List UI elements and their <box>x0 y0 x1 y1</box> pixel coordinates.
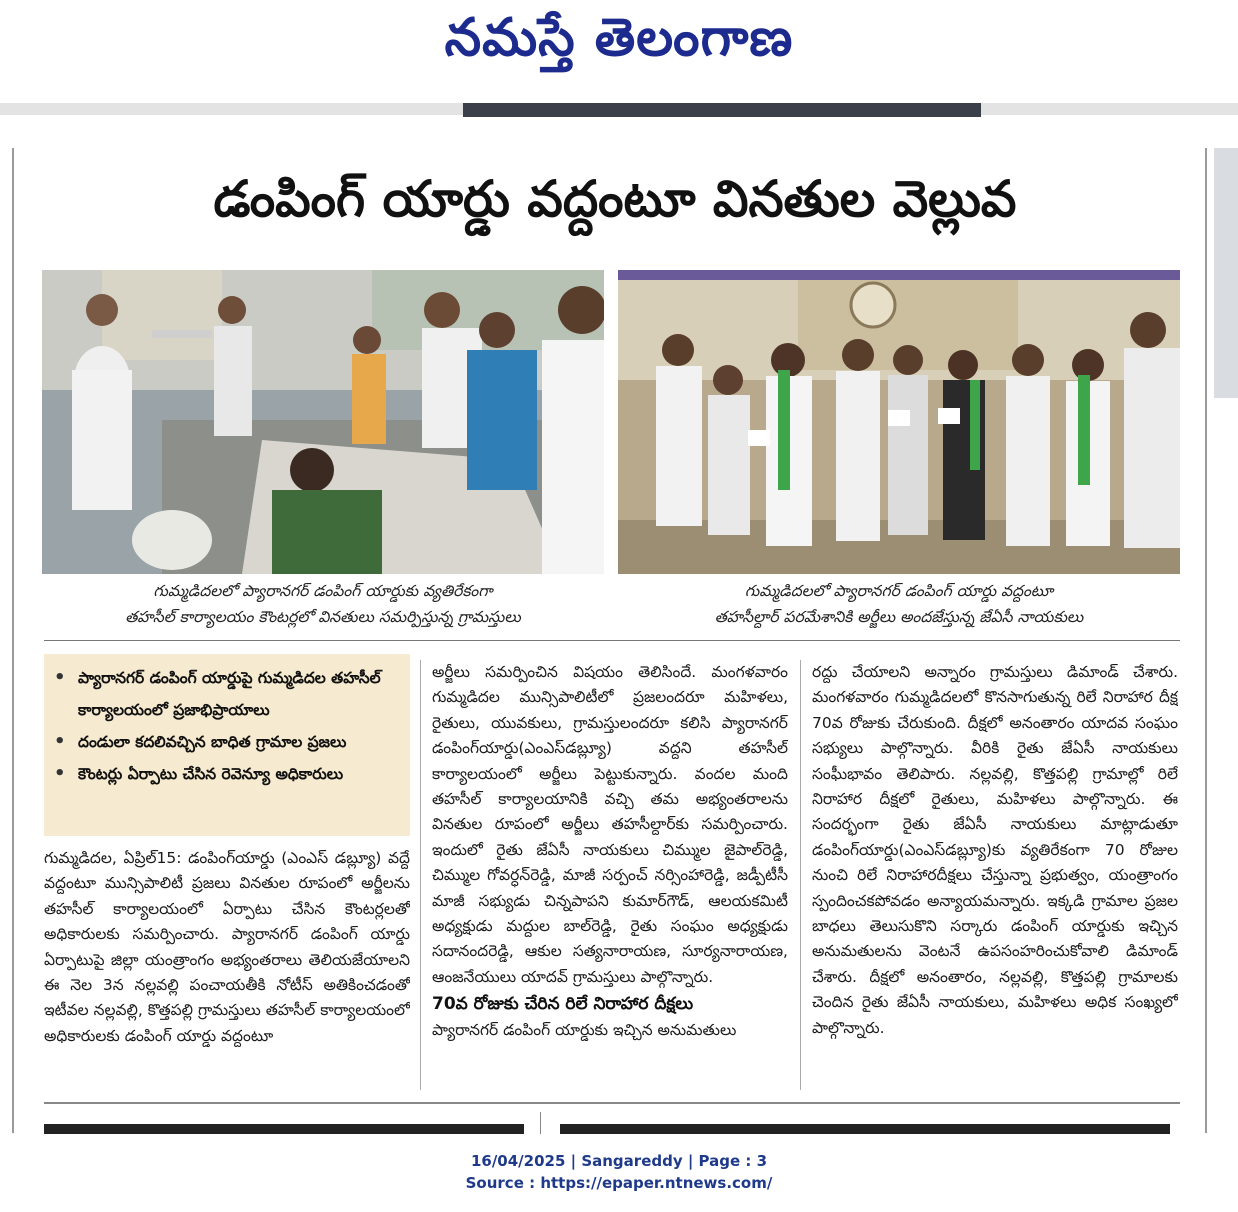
article-frame-right <box>1205 148 1207 1133</box>
masthead <box>0 0 1238 118</box>
column-2-text-after: ప్యారానగర్ డంపింగ్ యార్డుకు ఇచ్చిన అనుమతులు <box>432 1021 737 1040</box>
highlights-box <box>44 654 410 836</box>
column-2-text: అర్జీలు సమర్పించిన విషయం తెలిసిందే. మంగళవారం గుమ్మడిదల మున్సిపాలిటీలో ప్రజలందరూ మహిళలు, రైతులు, యువకులు, గ్రామస్తులందరూ కలిసి ప్యారానగర్ డంపింగ్‌యార్డు(ఎంఎస్‌డబ్ల్యూ) వద్దని తహసీల్ కార్యాలయంలో అర్జీలు పెట్టుకున్నారు. వందల మంది తహసీల్ కార్యాలయానికి వచ్చి తమ అభ్యంతరాలను వినతుల రూపంలో అర్జీలు తహసీల్దార్‌కు సమర్పించారు. ఇందులో రైతు జేఏసీ నాయకులు చిమ్ముల జైపాల్‌రెడ్డి, చిమ్ముల గోవర్ధన్‌రెడ్డి, మాజీ సర్పంచ్ నర్సింహారెడ్డి, జడ్పీటీసీ మాజీ సభ్యుడు చిన్నపాపని కుమార్‌గౌడ్, ఆలయకమిటీ అధ్యక్షుడు మద్దుల బాల్‌రెడ్డి, రైతు సంఘం అధ్యక్షుడు సదానందరెడ్డి, ఆకుల సత్యనారాయణ, సూర్యనారాయణ, ఆంజనేయులు యాదవ్ గ్రామస్తులు పాల్గొన్నారు. <box>432 663 788 986</box>
article-bottom-rule <box>44 1102 1180 1104</box>
photo-right-caption-line2: తహసీల్దార్ పరమేశానికి అర్జీలు అందజేస్తున్న జేఏసీ నాయకులు <box>714 608 1084 626</box>
column-divider <box>420 660 421 1090</box>
article-column-2 <box>432 660 788 1092</box>
photo-left-caption-line2: తహసీల్ కార్యాలయం కౌంటర్లలో వినతులు సమర్పిస్తున్న గ్రామస్తులు <box>125 608 521 626</box>
footer-date-edition: 16/04/2025 | Sangareddy | Page : 3 <box>470 1152 768 1170</box>
article-headline: డంపింగ్ యార్డు వద్దంటూ వినతుల వెల్లువ <box>213 170 1017 228</box>
column-2-subhead: 70వ రోజుకు చేరిన రిలే నిరాహార దీక్షలు <box>432 994 694 1015</box>
next-headline-fragment <box>44 1124 524 1134</box>
photo-left-caption <box>42 578 604 630</box>
article-frame-left <box>12 148 14 1133</box>
column-divider <box>540 1112 541 1134</box>
article-column-1 <box>44 846 410 1092</box>
photo-left-caption-line1: గుమ్మడిదలలో ప్యారానగర్ డంపింగ్ యార్డుకు వ్యతిరేకంగా <box>153 582 493 600</box>
highlight-item: • ప్యారానగర్ డంపింగ్ యార్డుపై గుమ్మడిదల తహసీల్ కార్యాలయంలో ప్రజాభిప్రాయాలు <box>44 662 410 726</box>
photo-jac-leaders-handing-petitions <box>618 270 1180 574</box>
highlight-item: • కౌంటర్లు ఏర్పాటు చేసిన రెవెన్యూ అధికారులు <box>44 758 410 790</box>
masthead-bar <box>463 103 981 117</box>
photo-villagers-submitting-petitions <box>42 270 604 574</box>
page-footer <box>0 1150 1238 1194</box>
column-1-text: గుమ్మడిదల, ఏప్రిల్15: డంపింగ్‌యార్డు (ఎంఎస్ డబ్ల్యూ) వద్దే వద్దంటూ మున్సిపాలిటీ ప్రజలు వినతుల రూపంలో అర్జీలను తహసీల్ కార్యాలయంలో ఏర్పాటు చేసిన కౌంటర్లలతో అధికారులకు సమర్పించారు. ప్యారానగర్ డంపింగ్ యార్డు ఏర్పాటుపై జిల్లా యంత్రాంగం అభ్యంతరాలు తెలియజేయాలని ఈ నెల 3న నల్లవల్లి పంచాయతీకి నోటీస్ అతికించడంతో ఇటీవల నల్లవల్లి, కొత్తపల్లి గ్రామస్తులు తహసీల్ కార్యాలయంలో అధికారులకు డంపింగ్ యార్డు వద్దంటూ <box>44 849 410 1045</box>
highlight-item: • దండులా కదలివచ్చిన బాధిత గ్రామాల ప్రజలు <box>44 726 410 758</box>
photo-right-caption <box>618 578 1180 630</box>
caption-rule <box>44 640 1180 641</box>
footer-source: Source : https://epaper.ntnews.com/ <box>465 1174 773 1192</box>
column-3-text: రద్దు చేయాలని అన్నారం గ్రామస్తులు డిమాండ్ చేశారు. మంగళవారం గుమ్మడిదలలో కొనసాగుతున్న రిలే నిరాహార దీక్ష 70వ రోజుకు చేరుకుంది. దీక్షలో అనంతారం యాదవ సంఘం సభ్యులు పాల్గొన్నారు. వీరికి రైతు జేఏసీ నాయకులు సంఘీభావం తెలిపారు. నల్లవల్లి, కొత్తపల్లి గ్రామాల్లో రిలే నిరాహార దీక్షలో రైతులు, మహిళలు పాల్గొన్నారు. ఈ సందర్భంగా రైతు జేఏసీ నాయకులు మాట్లాడుతూ డంపింగ్‌యార్డు(ఎంఎస్‌డబ్ల్యూ)కు వ్యతిరేకంగా 70 రోజుల నుంచి రిలే నిరాహారదీక్షలు చేస్తున్నా ప్రభుత్వం, యంత్రాంగం స్పందించకపోవడం అన్యాయమన్నారు. ఇక్కడి గ్రామాల ప్రజల బాధలు తెలుసుకొని సర్కారు డంపింగ్ యార్డుకు ఇచ్చిన అనుమతులను వెంటనే ఉపసంహరించుకోవాలి డిమాండ్ చేశారు. దీక్షలో అనంతారం, నల్లవల్లి, కొత్తపల్లి గ్రామాలకు చెందిన రైతు జేఏసీ నాయకులు, మహిళలు అధిక సంఖ్యలో పాల్గొన్నారు. <box>812 663 1178 1037</box>
adjacent-article-strip <box>1214 148 1238 398</box>
article-column-3 <box>812 660 1178 1092</box>
newspaper-logo: నమస్తే తెలంగాణ <box>444 8 794 68</box>
column-divider <box>800 660 801 1090</box>
next-headline-fragment <box>560 1124 1170 1134</box>
photo-right-caption-line1: గుమ్మడిదలలో ప్యారానగర్ డంపింగ్ యార్డు వద్దంటూ <box>744 582 1054 600</box>
